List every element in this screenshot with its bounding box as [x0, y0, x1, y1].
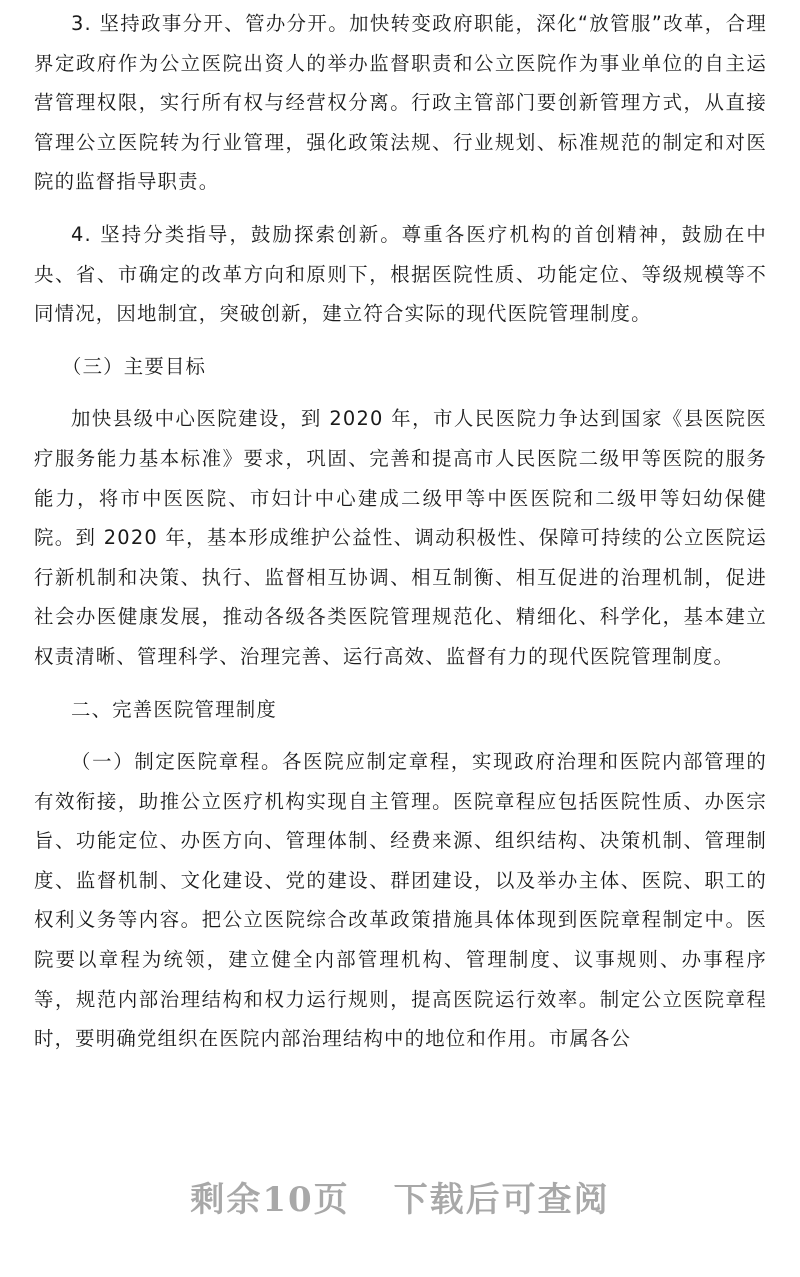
download-to-view-text[interactable]: 下载后可查阅 [393, 1180, 610, 1220]
paragraph-principle-3: 3. 坚持政事分开、管办分开。加快转变政府职能，深化“放管服”改革，合理界定政府作为公立医院出资人的举办监督职责和公立医院作为事业单位的自主运营管理权限，实行所有权与经营权分离。行政主管部门要创新管理方式，从直接管理公立医院转为行业管理，强化政策法规、行业规划、标准规范的制定和对医院的监督指导职责。 [34, 12, 767, 194]
paragraph-principle-4: 4. 坚持分类指导，鼓励探索创新。尊重各医疗机构的首创精神，鼓励在中央、省、市确定的改革方向和原则下，根据医院性质、功能定位、等级规模等不同情况，因地制宜，突破创新，建立符合实际的现代医院管理制度。 [34, 222, 767, 326]
document-body [34, 4, 767, 1072]
remaining-pages-text: 剩余10页 [190, 1180, 350, 1220]
paragraph-hospital-charter: （一）制定医院章程。各医院应制定章程，实现政府治理和医院内部管理的有效衔接，助推公立医疗机构实现自主管理。医院章程应包括医院性质、办医宗旨、功能定位、办医方向、管理体制、经费来源、组织结构、决策机制、管理制度、监督机制、文化建设、党的建设、群团建设，以及举办主体、医院、职工的权利义务等内容。把公立医院综合改革政策措施具体体现到医院章程制定中。医院要以章程为统领，建立健全内部管理机构、管理制度、议事规则、办事程序等，规范内部治理结构和权力运行规则，提高医院运行效率。制定公立医院章程时，要明确党组织在医院内部治理结构中的地位和作用。市属各公 [34, 750, 767, 1051]
paragraph-main-goals: 加快县级中心医院建设，到 2020 年，市人民医院力争达到国家《县医院医疗服务能力基本标准》要求，巩固、完善和提高市人民医院二级甲等医院的服务能力，将市中医医院、市妇计中心建成二级甲等中医医院和二级甲等妇幼保健院。到 2020 年，基本形成维护公益性、调动积极性、保障可持续的公立医院运行新机制和决策、执行、监督相互协调、相互制衡、相互促进的治理机制，促进社会办医健康发展，推动各级各类医院管理规范化、精细化、科学化，基本建立权责清晰、管理科学、治理完善、运行高效、监督有力的现代医院管理制度。 [34, 407, 767, 668]
download-banner[interactable] [0, 1172, 800, 1221]
heading-main-goals: （三）主要目标 [62, 354, 207, 378]
heading-section-two: 二、完善医院管理制度 [71, 697, 277, 721]
